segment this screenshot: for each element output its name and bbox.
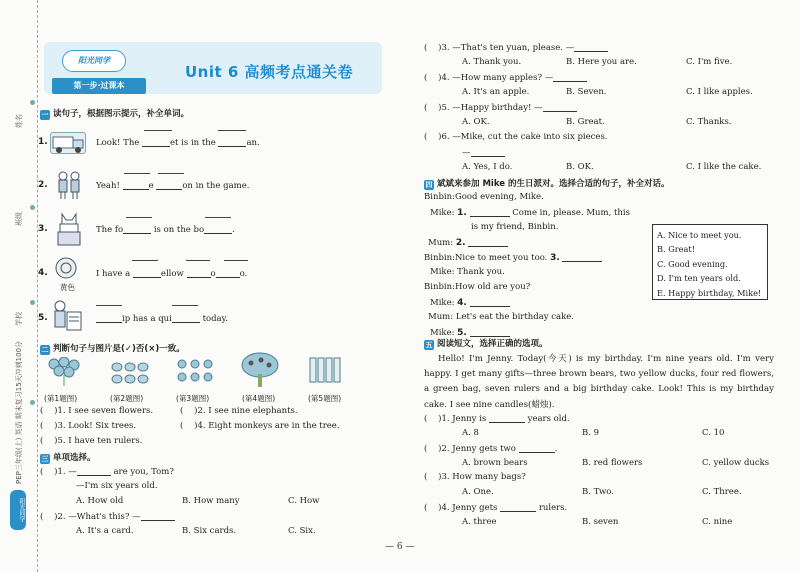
option-c[interactable]: C. I like apples. (686, 87, 753, 97)
sentence-5 (96, 313, 228, 324)
blank-field[interactable] (216, 268, 240, 278)
q-text: years old. (527, 414, 570, 424)
judge-1[interactable]: ( )1. I see seven flowers. (40, 406, 154, 416)
option-c[interactable]: C. 10 (702, 428, 725, 438)
elephants-icon (110, 357, 154, 387)
option-item: C. Good evening. (657, 258, 728, 269)
hint-line (205, 217, 231, 218)
blank-field[interactable] (133, 268, 161, 278)
section-2-title: 二 判断句子与图片是(✓)否(×)一致。 (41, 344, 185, 354)
mc-question-1[interactable]: ( )1. — are you, Tom? (40, 467, 174, 477)
section-4-title: 四 斌斌来参加 Mike 的生日派对。选择合适的句子，补全对话。 (425, 179, 670, 189)
q-text: . (554, 444, 558, 454)
blank-field[interactable] (204, 224, 232, 234)
q-text: —Mike, cut the cake into six pieces. (452, 132, 608, 142)
rulers-icon (308, 355, 344, 385)
reading-question-3[interactable]: ( )3. How many bags? (424, 472, 526, 482)
step-label: 第一步·过课本 (52, 78, 146, 94)
text: on in the game. (182, 181, 250, 191)
sentence-4 (96, 268, 247, 279)
binding-hole (30, 205, 35, 210)
text: I have a (96, 269, 131, 279)
text: ellow (160, 269, 184, 279)
reading-question-2[interactable]: ( )2. Jenny gets two . (424, 444, 558, 454)
q-text: — (462, 148, 471, 158)
blank-field[interactable] (96, 313, 122, 323)
option-b[interactable]: B. seven (582, 517, 619, 527)
truck-icon (51, 133, 87, 155)
option-item: B. Great! (657, 244, 695, 255)
text: o (210, 269, 216, 279)
q-text: Jenny gets (452, 503, 498, 513)
item-number: 4. (38, 268, 48, 278)
q-number: )4. (438, 73, 450, 83)
q-number: )1. (438, 414, 450, 424)
q-text: How many bags? (452, 472, 526, 482)
blank-field[interactable] (123, 224, 151, 234)
hint-line (96, 305, 122, 306)
option-b[interactable]: B. Two. (582, 487, 614, 497)
girl-test-icon (50, 298, 84, 334)
text: et is in the (170, 138, 216, 148)
blank-field[interactable] (543, 102, 577, 112)
q-text: —How many apples? — (452, 73, 554, 83)
school-label: 学校 (15, 312, 23, 326)
flower-bunch-icon (46, 357, 82, 387)
option-a[interactable]: A. three (462, 517, 497, 527)
monkey-tree-picture (240, 352, 276, 380)
blank-field[interactable] (468, 237, 508, 247)
monkey-tree-icon (240, 352, 280, 388)
blank-field[interactable] (470, 327, 510, 337)
children-icon (54, 170, 84, 200)
mc-reply: —I'm six years old. (76, 481, 158, 491)
blank-field[interactable] (470, 297, 510, 307)
hint-line (172, 305, 198, 306)
text: today. (202, 314, 228, 324)
judge-3[interactable]: ( )3. Look! Six trees. (40, 421, 137, 431)
dialog-line: Mike: 1. Come in, please. Mum, this (430, 208, 630, 218)
binding-hole (30, 400, 35, 405)
statement-text: 3. Look! Six trees. (57, 421, 137, 431)
option-a[interactable]: A. It's an apple. (462, 87, 530, 97)
mc-question-2[interactable]: ( )2. —What's this? — (40, 511, 175, 522)
hint-line (224, 260, 248, 261)
blank-field[interactable] (218, 137, 246, 147)
option-a[interactable]: A. It's a card. (76, 526, 134, 536)
judge-5[interactable]: ( )5. I have ten rulers. (40, 436, 143, 446)
rulers-picture (308, 355, 344, 383)
q-text: are you, Tom? (113, 467, 174, 477)
item-number: 2. (38, 180, 48, 190)
item-number: 3. (38, 224, 48, 234)
hint-line (144, 130, 172, 131)
blank-field[interactable] (172, 313, 200, 323)
name-label: 姓名 (15, 114, 23, 128)
truck-picture (50, 132, 86, 154)
option-c[interactable]: C. I like the cake. (686, 162, 762, 172)
option-a[interactable]: A. Thank you. (462, 57, 522, 67)
mc-question-4[interactable]: ( )4. —How many apples? — (424, 72, 587, 83)
hint-line (124, 173, 150, 174)
option-c[interactable]: C. Six. (288, 526, 316, 536)
section-marker: 三 (41, 455, 49, 463)
option-a[interactable]: A. Yes, I do. (462, 162, 513, 172)
flowers-picture (46, 357, 82, 385)
text: an. (246, 138, 260, 148)
blank-field[interactable] (574, 42, 608, 52)
hint-line (132, 260, 158, 261)
item-number: 1. (38, 137, 48, 147)
hint-line (186, 260, 210, 261)
judge-2[interactable]: ( )2. I see nine elephants. (180, 406, 298, 416)
q-text: —Happy birthday! — (452, 103, 543, 113)
q-number: )3. (438, 43, 450, 53)
q-number: )3. (438, 472, 450, 482)
option-b[interactable]: B. red flowers (582, 458, 643, 468)
mc-q6-dash (462, 147, 505, 158)
text: is on the bo (153, 225, 205, 235)
section-5-title: 五 阅读短文，选择正确的选项。 (425, 339, 548, 349)
book-label: PEP三年级(上) 英语 期末复习15天冲刺100分 (15, 340, 23, 484)
section-marker: 五 (425, 341, 433, 349)
picture-caption: (第3题图) (176, 394, 210, 403)
option-b[interactable]: B. Great. (566, 117, 605, 127)
text: ip has a qui (122, 314, 172, 324)
fox-box-picture (56, 212, 82, 246)
item-number: 5. (38, 313, 48, 323)
blank-field[interactable] (141, 511, 175, 521)
reading-passage: Hello! I'm Jenny. Today(今天) is my birthday. I'm nine years old. I'm very happy. I get many gifts—three brown bears, two yellow ducks, four red flowers, a green bag, seven rulers and a big birthday cake. Look! This is my birthday cake. I see nine candles(蜡烛). (424, 354, 774, 410)
option-c[interactable]: C. nine (702, 517, 733, 527)
blank-field[interactable] (489, 413, 525, 423)
q-text: —What's this? — (68, 512, 141, 522)
boys-picture (54, 170, 84, 200)
sentence-1 (96, 137, 260, 148)
picture-caption: (第2题图) (110, 394, 144, 403)
option-item: D. I'm ten years old. (657, 273, 741, 284)
blank-field[interactable] (77, 466, 111, 476)
yoyo-icon (54, 256, 78, 280)
mc-question-5[interactable]: ( )5. —Happy birthday! — (424, 102, 577, 113)
option-b[interactable]: B. How many (182, 496, 240, 506)
section-marker: 四 (425, 181, 433, 189)
dialog-line: Binbin:Good evening, Mike. (424, 192, 544, 202)
reading-question-1[interactable]: ( )1. Jenny is years old. (424, 414, 570, 424)
text: Yeah! (96, 181, 120, 191)
q-text: rulers. (538, 503, 568, 513)
picture-caption: (第4题图) (242, 394, 276, 403)
q-number: )5. (438, 103, 450, 113)
binding-margin (0, 0, 38, 572)
statement-text: 2. I see nine elephants. (197, 406, 298, 416)
option-b[interactable]: B. Here you are. (566, 57, 637, 67)
option-b[interactable]: B. OK. (566, 162, 594, 172)
trees-picture (176, 357, 212, 385)
text: o. (239, 269, 248, 279)
option-a[interactable]: A. brown bears (462, 458, 528, 468)
option-a[interactable]: A. OK. (462, 117, 490, 127)
option-c[interactable]: C. Thanks. (686, 117, 732, 127)
blank-field[interactable] (142, 137, 170, 147)
binding-hole (30, 100, 35, 105)
q-text: — (68, 467, 77, 477)
option-a[interactable]: A. How old (76, 496, 124, 506)
options-box (652, 224, 768, 300)
dialog-line: is my friend, Binbin. (471, 222, 559, 232)
q-number: )2. (438, 444, 450, 454)
elephants-picture (110, 357, 146, 385)
dialog-line: Binbin:Nice to meet you too. 3. (424, 252, 602, 263)
fox-on-box-icon (56, 212, 82, 246)
option-item: E. Happy birthday, Mike! (657, 287, 762, 298)
blank-field[interactable] (553, 72, 587, 82)
section-marker: 一 (41, 111, 49, 119)
dialog-line: Mike: Thank you. (430, 267, 505, 277)
option-a[interactable]: A. 8 (462, 428, 479, 438)
mc-question-6[interactable]: ( )6. —Mike, cut the cake into six pieces. (424, 132, 608, 142)
statement-text: 5. I have ten rulers. (57, 436, 143, 446)
hint-line (158, 173, 184, 174)
sentence-2 (96, 180, 249, 191)
dialog-line: Mum: Let's eat the birthday cake. (428, 312, 574, 322)
page-title: Unit 6 高频考点通关卷 (185, 63, 354, 81)
q-text: —That's ten yuan, please. — (452, 43, 575, 53)
dialog-line: Binbin:How old are you? (424, 282, 531, 292)
q-number: )4. (438, 503, 450, 513)
q-number: )1. (54, 467, 66, 477)
blank-field[interactable] (519, 443, 555, 453)
section-1-title: 一 读句子，根据图示提示，补全单词。 (41, 109, 190, 119)
color-hint: 黄色 (60, 283, 75, 292)
dialog-line: Mike: 4. (430, 297, 510, 308)
picture-caption: (第5题图) (308, 394, 342, 403)
option-c[interactable]: C. Three. (702, 487, 742, 497)
text: . (232, 225, 235, 235)
option-c[interactable]: C. I'm five. (686, 57, 733, 67)
blank-field[interactable] (562, 252, 602, 262)
blank-field[interactable] (471, 147, 505, 157)
hint-line (218, 130, 246, 131)
trees-icon (176, 357, 216, 387)
blank-field[interactable] (123, 180, 149, 190)
text: The fo (96, 225, 124, 235)
q-text: Jenny is (452, 414, 487, 424)
blank-field[interactable] (156, 180, 182, 190)
statement-text: 1. I see seven flowers. (57, 406, 154, 416)
option-c[interactable]: C. yellow ducks (702, 458, 770, 468)
reading-question-4[interactable]: ( )4. Jenny gets rulers. (424, 503, 568, 513)
option-b[interactable]: B. Six cards. (182, 526, 237, 536)
option-a[interactable]: A. One. (462, 487, 494, 497)
section-marker: 二 (41, 346, 49, 354)
binding-hole (30, 300, 35, 305)
quiz-picture (50, 298, 84, 334)
class-label: 班级 (15, 212, 23, 226)
q-text: Jenny gets two (452, 444, 516, 454)
dialog-line: Mike: 5. (430, 327, 510, 338)
q-number: )6. (438, 132, 450, 142)
q-number: )2. (54, 512, 66, 522)
yoyo-picture (54, 256, 78, 280)
statement-text: 4. Eight monkeys are in the tree. (197, 421, 340, 431)
judge-4[interactable]: ( )4. Eight monkeys are in the tree. (180, 421, 340, 431)
sentence-3 (96, 224, 235, 235)
blank-field[interactable] (187, 268, 211, 278)
text: e (148, 181, 154, 191)
hint-line (126, 217, 152, 218)
option-c[interactable]: C. How (288, 496, 320, 506)
option-b[interactable]: B. 9 (582, 428, 600, 438)
blank-field[interactable] (500, 502, 536, 512)
option-b[interactable]: B. Seven. (566, 87, 607, 97)
brand-logo: 阳光同学 (62, 50, 126, 72)
mc-question-3[interactable]: ( )3. —That's ten yuan, please. — (424, 42, 608, 53)
brand-badge: 阳光同学 (10, 490, 26, 530)
dialog-line: Mum: 2. (428, 237, 508, 248)
blank-field[interactable] (470, 207, 510, 217)
page-number: — 6 — (385, 542, 415, 552)
option-item: A. Nice to meet you. (657, 230, 742, 240)
text: Look! The (96, 138, 140, 148)
section-3-title: 三 单项选择。 (41, 453, 96, 463)
picture-caption: (第1题图) (44, 394, 78, 403)
